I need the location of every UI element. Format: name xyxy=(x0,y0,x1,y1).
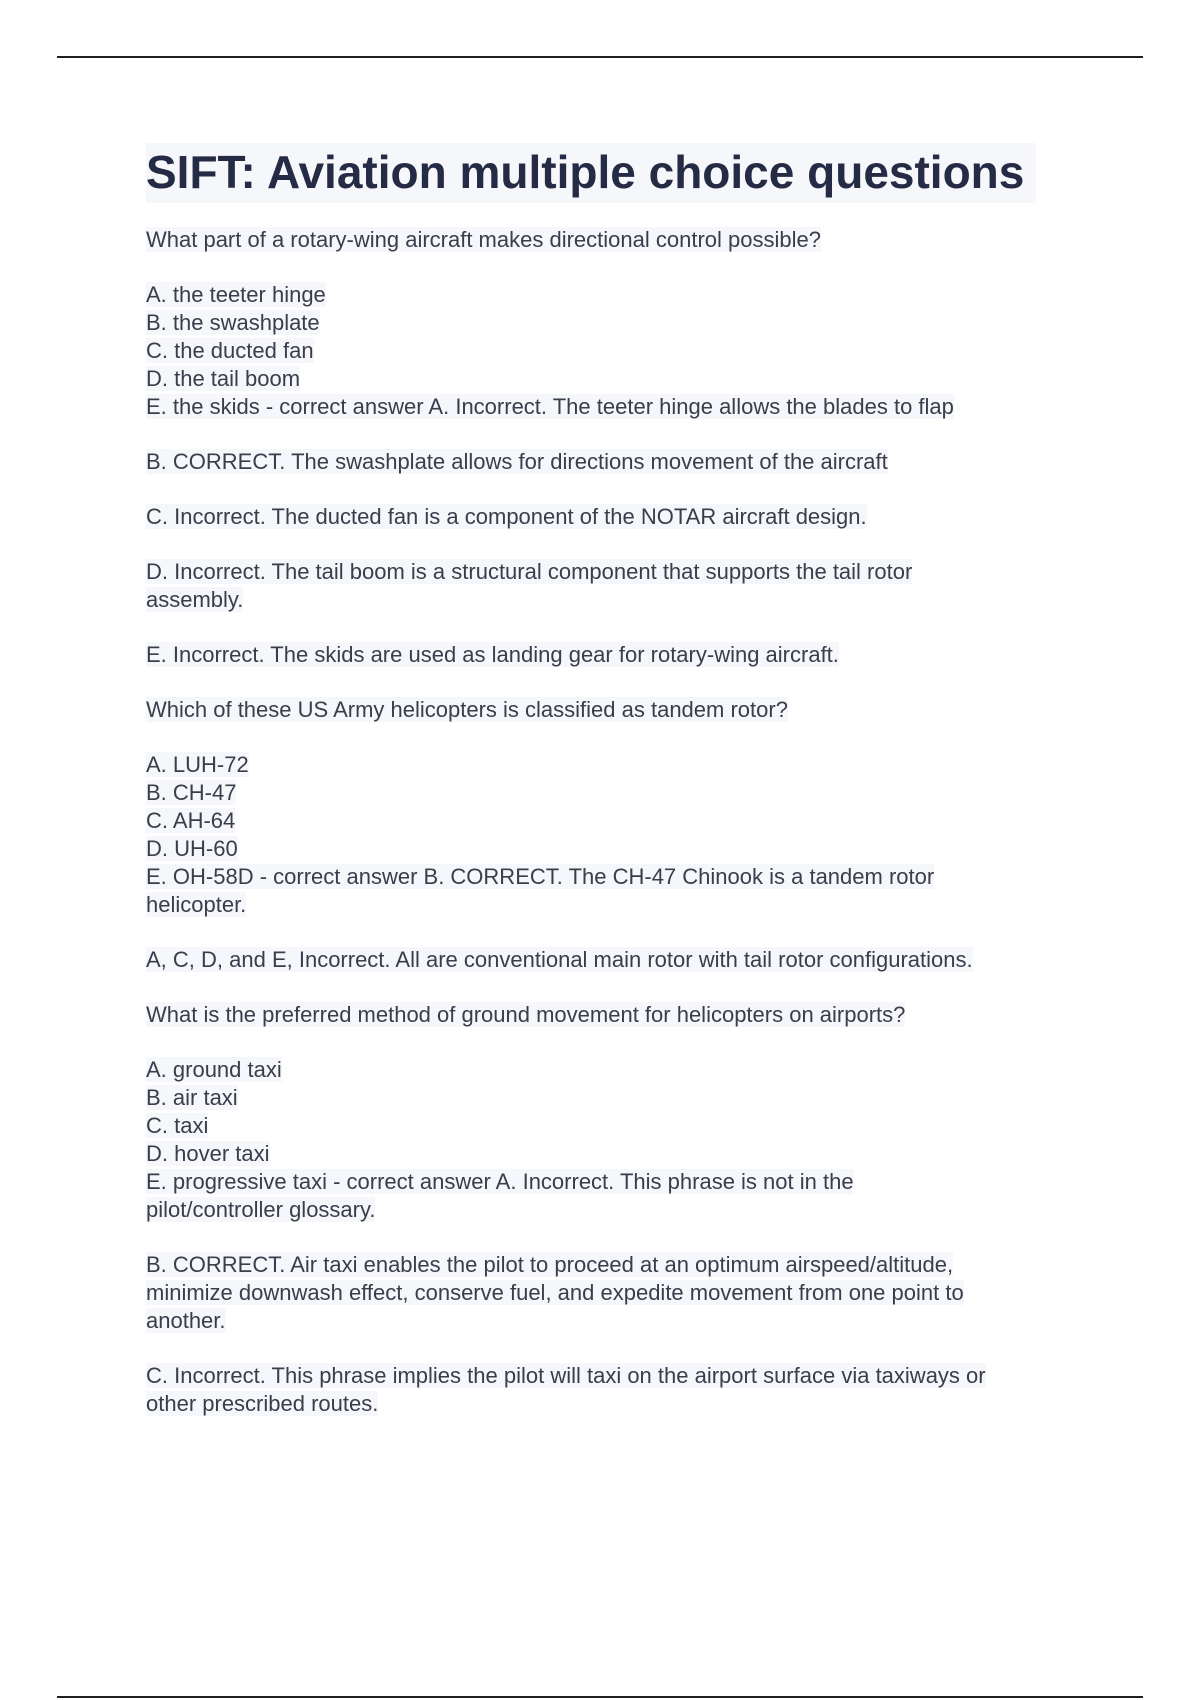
text-line-content: B. the swashplate xyxy=(146,310,320,335)
bottom-rule xyxy=(57,1696,1143,1698)
text-line xyxy=(146,946,1096,974)
text-block xyxy=(146,448,1096,476)
text-line-content: D. hover taxi xyxy=(146,1141,270,1166)
text-line xyxy=(146,448,1096,476)
document-body xyxy=(146,143,1096,1445)
text-block xyxy=(146,946,1096,974)
text-line xyxy=(146,281,1096,309)
text-line xyxy=(146,309,1096,337)
text-block xyxy=(146,1251,1096,1335)
text-line-content: B. CORRECT. The swashplate allows for directions movement of the aircraft xyxy=(146,449,888,474)
text-line-content: other prescribed routes. xyxy=(146,1391,379,1416)
text-line xyxy=(146,1279,1096,1307)
text-line xyxy=(146,226,1096,254)
text-line xyxy=(146,1168,1096,1196)
text-line xyxy=(146,1056,1096,1084)
text-block xyxy=(146,1056,1096,1224)
text-line xyxy=(146,641,1096,669)
text-line xyxy=(146,1307,1096,1335)
text-line-content: C. Incorrect. This phrase implies the pilot will taxi on the airport surface via taxiways or xyxy=(146,1363,986,1388)
text-line-content: helicopter. xyxy=(146,892,247,917)
text-line xyxy=(146,1001,1096,1029)
text-line-content: assembly. xyxy=(146,587,244,612)
text-line xyxy=(146,891,1096,919)
text-line-content: another. xyxy=(146,1308,226,1333)
page-title: SIFT: Aviation multiple choice questions xyxy=(146,143,1036,203)
text-line xyxy=(146,1196,1096,1224)
top-rule xyxy=(57,56,1143,58)
text-line-content: What is the preferred method of ground movement for helicopters on airports? xyxy=(146,1002,906,1027)
text-block xyxy=(146,558,1096,614)
text-line-content: D. UH-60 xyxy=(146,836,238,861)
text-line-content: A. LUH-72 xyxy=(146,752,249,777)
text-line-content: C. taxi xyxy=(146,1113,209,1138)
text-line-content: A. ground taxi xyxy=(146,1057,282,1082)
text-line xyxy=(146,337,1096,365)
text-line-content: What part of a rotary-wing aircraft makes directional control possible? xyxy=(146,227,821,252)
text-line-content: B. CH-47 xyxy=(146,780,237,805)
text-line-content: D. Incorrect. The tail boom is a structural component that supports the tail rotor xyxy=(146,559,913,584)
text-line-content: C. the ducted fan xyxy=(146,338,314,363)
text-line xyxy=(146,393,1096,421)
text-block xyxy=(146,1001,1096,1029)
text-line xyxy=(146,835,1096,863)
text-line xyxy=(146,503,1096,531)
text-line xyxy=(146,1140,1096,1168)
text-block xyxy=(146,751,1096,919)
text-line xyxy=(146,751,1096,779)
text-line xyxy=(146,365,1096,393)
text-block xyxy=(146,281,1096,421)
text-line xyxy=(146,1251,1096,1279)
text-line-content: A, C, D, and E, Incorrect. All are conventional main rotor with tail rotor configurations. xyxy=(146,947,973,972)
text-line-content: A. the teeter hinge xyxy=(146,282,326,307)
text-block xyxy=(146,696,1096,724)
text-line-content: B. air taxi xyxy=(146,1085,238,1110)
text-line-content: C. AH-64 xyxy=(146,808,236,833)
text-line xyxy=(146,1084,1096,1112)
text-line xyxy=(146,1362,1096,1390)
text-line xyxy=(146,863,1096,891)
text-block xyxy=(146,1362,1096,1418)
text-line-content: minimize downwash effect, conserve fuel, and expedite movement from one point to xyxy=(146,1280,964,1305)
text-line xyxy=(146,696,1096,724)
text-line-content: D. the tail boom xyxy=(146,366,301,391)
text-line-content: E. the skids - correct answer A. Incorrect. The teeter hinge allows the blades to flap xyxy=(146,394,954,419)
text-line xyxy=(146,807,1096,835)
text-block xyxy=(146,503,1096,531)
text-line-content: E. Incorrect. The skids are used as landing gear for rotary-wing aircraft. xyxy=(146,642,839,667)
text-line-content: C. Incorrect. The ducted fan is a component of the NOTAR aircraft design. xyxy=(146,504,867,529)
text-line xyxy=(146,1112,1096,1140)
question-list xyxy=(146,226,1096,1418)
text-line-content: E. OH-58D - correct answer B. CORRECT. The CH-47 Chinook is a tandem rotor xyxy=(146,864,935,889)
text-line-content: pilot/controller glossary. xyxy=(146,1197,376,1222)
text-line xyxy=(146,586,1096,614)
text-line-content: E. progressive taxi - correct answer A. Incorrect. This phrase is not in the xyxy=(146,1169,854,1194)
text-line-content: B. CORRECT. Air taxi enables the pilot to proceed at an optimum airspeed/altitude, xyxy=(146,1252,954,1277)
text-line xyxy=(146,558,1096,586)
text-line xyxy=(146,779,1096,807)
text-block xyxy=(146,226,1096,254)
text-block xyxy=(146,641,1096,669)
text-line xyxy=(146,1390,1096,1418)
text-line-content: Which of these US Army helicopters is classified as tandem rotor? xyxy=(146,697,788,722)
